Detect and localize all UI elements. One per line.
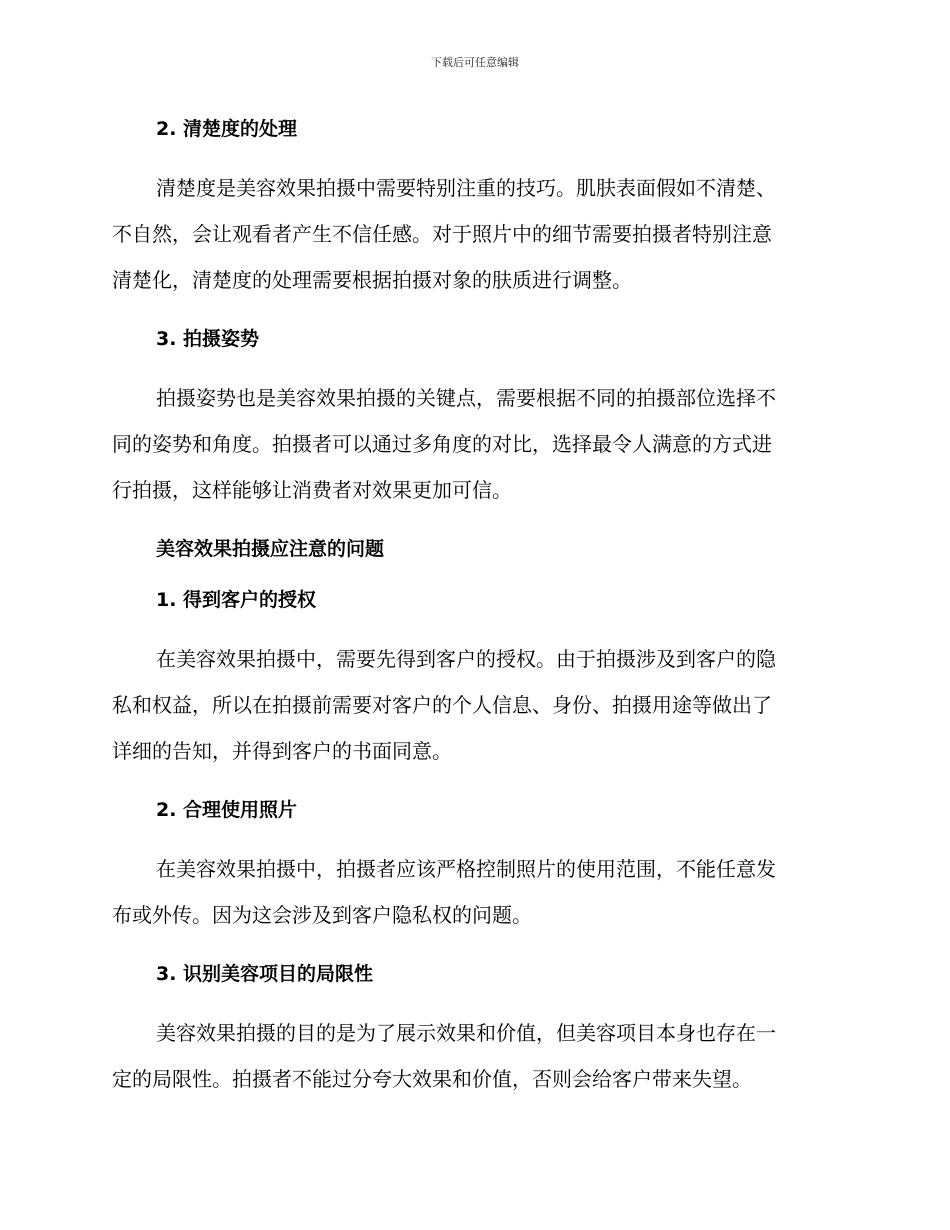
section-heading-issues: 美容效果拍摄应注意的问题 [156,538,385,560]
page-header: 下载后可任意编辑 [431,56,519,69]
paragraph-authorization: 在美容效果拍摄中，需要先得到客户的授权。由于拍摄涉及到客户的隐 私和权益，所以在拍摄前需要对客户的个人信息、身份、拍摄用途等做出了 详细的告知，并得到客户的书面同意。 [112,647,776,763]
document-body [112,114,832,1123]
paragraph-pose: 拍摄姿势也是美容效果拍摄的关键点，需要根据不同的拍摄部位选择不 同的姿势和角度。拍摄者可以通过多角度的对比，选择最令人满意的方式进 行拍摄，这样能够让消费者对效果更加可信。 [112,386,776,502]
section-heading-pose: 3. 拍摄姿势 [156,328,260,350]
paragraph-photo-use: 在美容效果拍摄中，拍摄者应该严格控制照片的使用范围，不能任意发 布或外传。因为这会涉及到客户隐私权的问题。 [112,857,776,927]
paragraph-limitations: 美容效果拍摄的目的是为了展示效果和价值，但美容项目本身也存在一 定的局限性。拍摄者不能过分夸大效果和价值，否则会给客户带来失望。 [112,1021,776,1091]
section-heading-photo-use: 2. 合理使用照片 [156,799,298,821]
section-heading-clarity: 2. 清楚度的处理 [156,118,298,140]
paragraph-clarity: 清楚度是美容效果拍摄中需要特别注重的技巧。肌肤表面假如不清楚、 不自然，会让观看者产生不信任感。对于照片中的细节需要拍摄者特别注意 清楚化，清楚度的处理需要根据拍摄对象的肤质进行调整。 [112,176,776,292]
section-heading-limitations: 3. 识别美容项目的局限性 [156,963,374,985]
section-heading-authorization: 1. 得到客户的授权 [156,589,317,611]
